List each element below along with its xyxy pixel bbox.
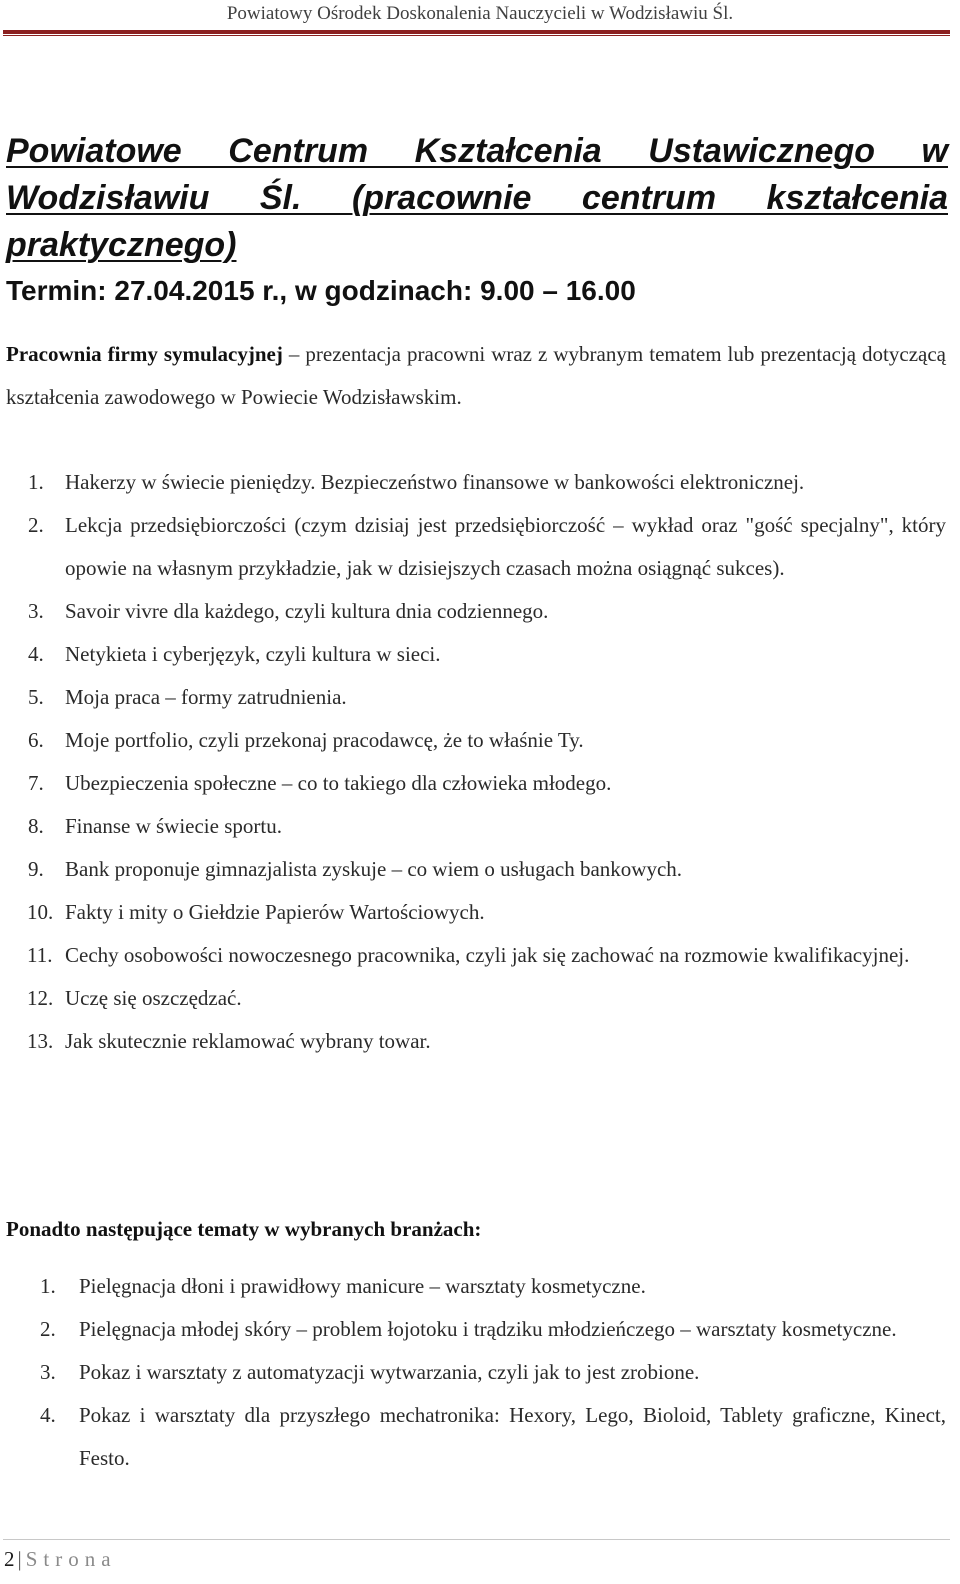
branches-list bbox=[0, 1265, 946, 1480]
running-header-text: Powiatowy Ośrodek Doskonalenia Nauczycieli w Wodzisławiu Śl. bbox=[226, 3, 734, 24]
list-item-number: 5. bbox=[28, 685, 44, 709]
branches-heading: Ponadto następujące tematy w wybranych branżach: bbox=[6, 1217, 482, 1241]
page-label: Strona bbox=[25, 1547, 117, 1571]
list-item-number: 4. bbox=[28, 642, 44, 666]
list-item bbox=[0, 1308, 946, 1351]
list-item bbox=[0, 1265, 946, 1308]
list-item-number: 1. bbox=[28, 470, 44, 494]
list-item-number: 12. bbox=[27, 986, 54, 1010]
list-item-text: Ubezpieczenia społeczne – co to takiego dla człowieka młodego. bbox=[65, 771, 612, 795]
list-item bbox=[0, 977, 946, 1020]
list-item-text: Pielęgnacja dłoni i prawidłowy manicure – warsztaty kosmetyczne. bbox=[79, 1274, 646, 1298]
list-item-number: 13. bbox=[27, 1029, 54, 1053]
list-item-text: Netykieta i cyberjęzyk, czyli kultura w sieci. bbox=[65, 642, 441, 666]
list-item-text: Jak skutecznie reklamować wybrany towar. bbox=[65, 1029, 431, 1053]
header-rule bbox=[3, 30, 950, 34]
list-item bbox=[0, 1394, 946, 1480]
list-item bbox=[0, 1020, 946, 1063]
list-item-number: 2. bbox=[28, 513, 44, 537]
list-item-number: 3. bbox=[40, 1360, 56, 1384]
list-item-text: Hakerzy w świecie pieniędzy. Bezpieczeństwo finansowe w bankowości elektronicznej. bbox=[65, 470, 805, 494]
list-item-text: Lekcja przedsiębiorczości (czym dzisiaj jest przedsiębiorczość – wykład oraz "gość specjalny", który opowie na własnym przykładzie, jak w dzisiejszych czasach można osiągnąć sukces). bbox=[65, 513, 946, 580]
list-item bbox=[0, 1351, 946, 1394]
page-footer bbox=[4, 1544, 117, 1574]
list-item-text: Cechy osobowości nowoczesnego pracownika, czyli jak się zachować na rozmowie kwalifikacyjnej. bbox=[65, 943, 910, 967]
list-item-number: 10. bbox=[27, 900, 54, 924]
list-item-text: Pokaz i warsztaty z automatyzacji wytwarzania, czyli jak to jest zrobione. bbox=[79, 1360, 700, 1384]
list-item bbox=[0, 891, 946, 934]
list-item bbox=[0, 633, 946, 676]
list-item bbox=[0, 719, 946, 762]
list-item-text: Pielęgnacja młodej skóry – problem łojotoku i trądziku młodzieńczego – warsztaty kosmetyczne. bbox=[79, 1317, 897, 1341]
list-item bbox=[0, 762, 946, 805]
list-item-text: Bank proponuje gimnazjalista zyskuje – co wiem o usługach bankowych. bbox=[65, 857, 683, 881]
list-item-number: 3. bbox=[28, 599, 44, 623]
page-number: 2 bbox=[4, 1547, 15, 1571]
list-item bbox=[0, 934, 946, 977]
list-item-text: Savoir vivre dla każdego, czyli kultura dnia codziennego. bbox=[65, 599, 549, 623]
list-item-number: 6. bbox=[28, 728, 44, 752]
list-item bbox=[0, 504, 946, 590]
list-item-number: 9. bbox=[28, 857, 44, 881]
intro-rest: – prezentacja pracowni wraz z wybranym tematem lub prezentacją dotyczącą kształcenia zawodowego w Powiecie Wodzisławskim. bbox=[6, 342, 946, 409]
list-item-text: Moja praca – formy zatrudnienia. bbox=[65, 685, 347, 709]
footer-rule bbox=[3, 1539, 950, 1540]
list-item bbox=[0, 848, 946, 891]
list-item-text: Fakty i mity o Giełdzie Papierów Wartościowych. bbox=[65, 900, 485, 924]
list-item bbox=[0, 805, 946, 848]
list-item bbox=[0, 676, 946, 719]
topics-list bbox=[0, 461, 946, 1063]
event-term: Termin: 27.04.2015 r., w godzinach: 9.00 – 16.00 bbox=[6, 275, 636, 306]
list-item bbox=[0, 461, 946, 504]
list-item-text: Uczę się oszczędzać. bbox=[65, 986, 242, 1010]
list-item-number: 2. bbox=[40, 1317, 56, 1341]
list-item-number: 11. bbox=[27, 943, 53, 967]
document-title: Powiatowe Centrum Kształcenia Ustawicznego w Wodzisławiu Śl. (pracownie centrum kształcenia praktycznego) bbox=[6, 132, 948, 264]
list-item-number: 4. bbox=[40, 1403, 56, 1427]
intro-bold: Pracownia firmy symulacyjnej bbox=[6, 342, 283, 366]
list-item-text: Moje portfolio, czyli przekonaj pracodawcę, że to właśnie Ty. bbox=[65, 728, 584, 752]
list-item-text: Finanse w świecie sportu. bbox=[65, 814, 282, 838]
list-item-number: 1. bbox=[40, 1274, 56, 1298]
list-item-number: 7. bbox=[28, 771, 44, 795]
list-item bbox=[0, 590, 946, 633]
intro-paragraph bbox=[6, 333, 946, 419]
list-item-number: 8. bbox=[28, 814, 44, 838]
footer-separator: | bbox=[17, 1547, 22, 1571]
list-item-text: Pokaz i warsztaty dla przyszłego mechatronika: Hexory, Lego, Bioloid, Tablety graficzne, Kinect, Festo. bbox=[79, 1403, 946, 1470]
